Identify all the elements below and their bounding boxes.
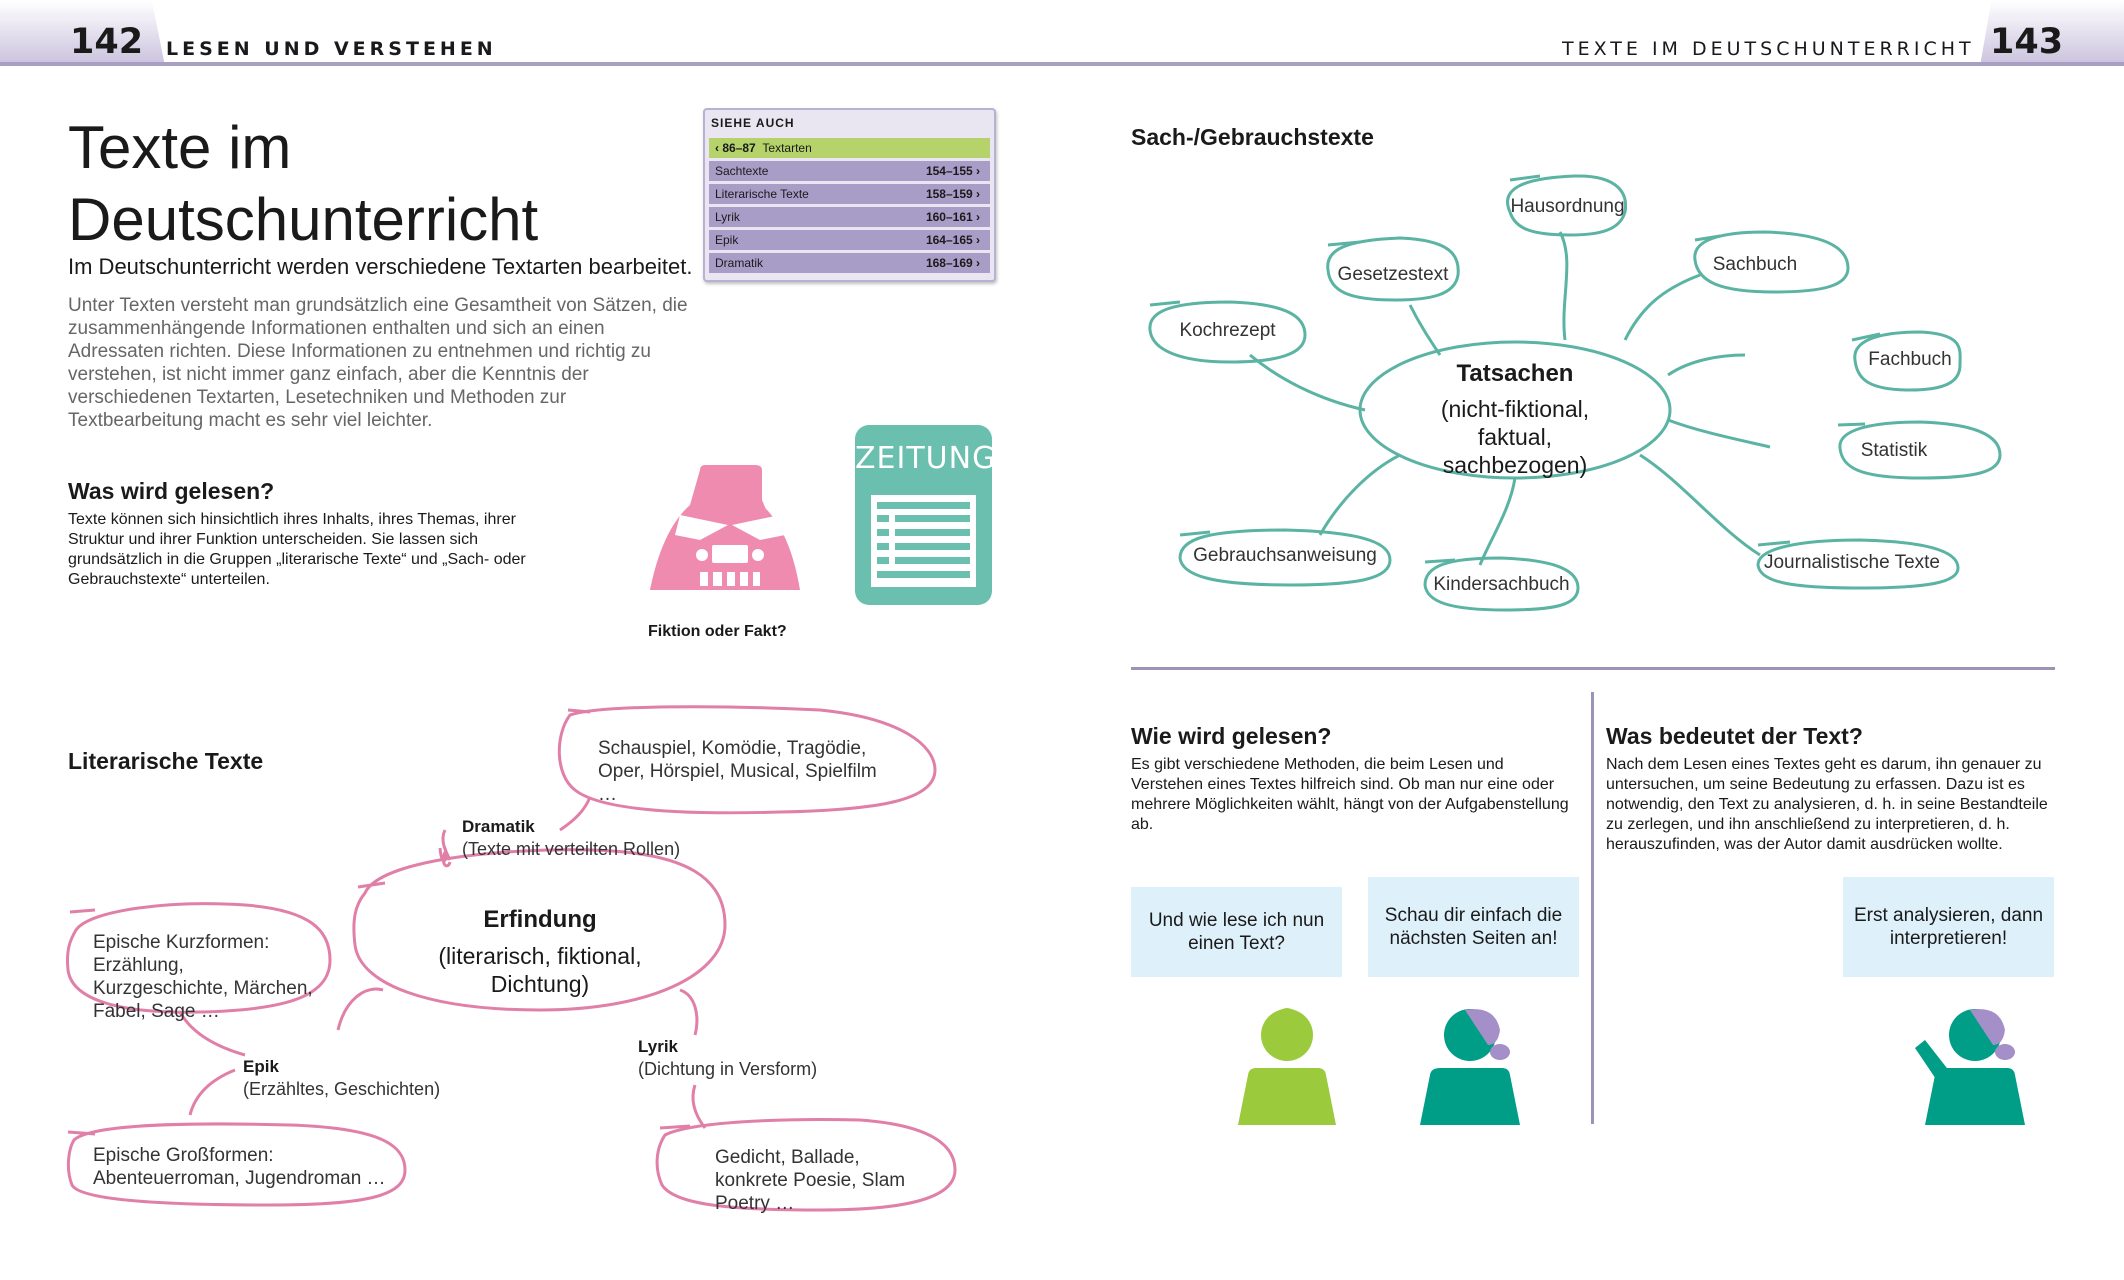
sachtexte-node-hausordnung: Hausordnung [1510,196,1625,217]
see-also-row-dramatik[interactable] [709,253,990,273]
column-divider [1591,692,1594,1124]
erfindung-title: Erfindung [483,906,597,933]
see-also-label: Dramatik [715,256,764,270]
was-bedeutet-text: Nach dem Lesen eines Textes geht es darum, ihn genauer zu untersuchen, um seine Bedeutung zu erfassen. Dazu ist es notwendig, den Text zu analysieren, d. h. in seine Bestandteile zu zerlegen, und ihn anschließend zu interpretieren, d. h. herauszufinden, was der Autor damit ausdrücken wollte. [1606,756,2048,853]
title-line-2: Deutschunterricht [68,186,539,253]
lyrik-examples: Gedicht, Ballade, konkrete Poesie, Slam Poetry … [715,1147,906,1214]
sachtexte-heading: Sach-/Gebrauchstexte [1131,124,1374,150]
see-also-heading: SIEHE AUCH [711,116,795,130]
literarische-heading: Literarische Texte [68,748,264,774]
lyrik-sub: (Dichtung in Versform) [638,1059,818,1079]
tatsachen-title: Tatsachen [1456,360,1574,387]
see-also-label: Literarische Texte [715,187,809,201]
speech-bubble-question: Und wie lese ich nun einen Text? [1131,887,1342,977]
right-running-head: TEXTE IM DEUTSCHUNTERRICHT [1562,38,1975,60]
see-also-label: Epik [715,233,739,247]
left-running-head: LESEN UND VERSTEHEN [166,38,497,60]
see-also-row-lyrik[interactable] [709,207,990,227]
wie-wird-gelesen-text: Es gibt verschiedene Methoden, die beim Lesen und Verstehen eines Textes hilfreich sind. Ob man nur eine oder mehrere Möglichkeiten wählt, hängt von der Aufgabenstellung ab. [1131,756,1569,833]
see-also-pages: 160–161 › [925,210,980,224]
sachtexte-node-journalistische-texte: Journalistische Texte [1763,552,1941,573]
lead-sentence: Im Deutschunterricht werden verschiedene Textarten bearbeitet. [68,254,693,279]
sachtexte-node-kindersachbuch: Kindersachbuch [1433,574,1570,595]
epik-gross: Epische Großformen: Abenteuerroman, Jugendroman … [93,1145,386,1189]
see-also-box [703,108,996,282]
see-also-prefix: ‹ [715,141,719,155]
sachtexte-node-sachbuch: Sachbuch [1712,254,1798,275]
sachtexte-node-statistik: Statistik [1860,440,1928,461]
see-also-row-sachtexte[interactable] [709,161,990,181]
speech-bubble-answer: Schau dir einfach die nächsten Seiten an! [1368,877,1579,977]
see-also-pages: 168–169 › [925,256,980,270]
was-bedeutet-heading: Was bedeutet der Text? [1606,723,1863,749]
dramatik-label: Dramatik [462,817,535,836]
epik-sub: (Erzähltes, Geschichten) [243,1079,441,1099]
page-title [68,112,538,256]
speech-bubble-advice: Erst analysieren, dann interpretieren! [1843,877,2054,977]
intro-paragraph: Unter Texten versteht man grundsätzlich eine Gesamtheit von Sätzen, die zusammenhängende Informationen enthalten und sich an einen Adressaten richten. Diese Informationen zu entnehmen und richtig zu verstehen, ist nicht immer ganz einfach, aber die Kenntnis der verschiedenen Textarten, Lesetechniken und Methoden zur Textbearbeitung macht es sehr viel leichter. [68,295,688,431]
see-also-pages: 158–159 › [925,187,980,201]
right-page-number: 143 [1990,22,2064,62]
was-wird-gelesen-heading: Was wird gelesen? [68,478,275,504]
tatsachen-sub: (nicht-fiktional, faktual, sachbezogen) [1440,396,1590,478]
see-also-label: Textarten [762,141,812,155]
see-also-pages: 164–165 › [925,233,980,247]
see-also-row-literarische[interactable] [709,184,990,204]
newspaper-icon [855,425,997,605]
icon-caption: Fiktion oder Fakt? [648,623,787,640]
see-also-pages: 86–87 [722,141,756,155]
title-line-1: Texte im [68,114,292,181]
see-also-pages: 154–155 › [925,164,980,178]
see-also-row-textarten[interactable] [709,138,990,158]
section-divider [1131,667,2055,670]
newspaper-label: ZEITUNG [855,441,997,476]
see-also-label: Lyrik [715,210,740,224]
erfindung-sub: (literarisch, fiktional, Dichtung) [438,943,642,997]
epik-label: Epik [243,1057,279,1076]
dramatik-sub: (Texte mit verteilten Rollen) [462,839,681,859]
see-also-row-epik[interactable] [709,230,990,250]
epik-kurz: Epische Kurzformen: Erzählung, Kurzgeschichte, Märchen, Fabel, Sage … [93,932,313,1022]
wie-wird-gelesen-heading: Wie wird gelesen? [1131,723,1332,749]
dramatik-examples: Schauspiel, Komödie, Tragödie, Oper, Hörspiel, Musical, Spielfilm … [598,738,877,805]
see-also-label: Sachtexte [715,164,769,178]
header-rule [0,62,2124,66]
sachtexte-node-fachbuch: Fachbuch [1868,349,1952,370]
sachtexte-node-gesetzestext: Gesetzestext [1337,264,1449,285]
sachtexte-node-kochrezept: Kochrezept [1179,320,1276,341]
was-wird-gelesen-text: Texte können sich hinsichtlich ihres Inhalts, ihres Themas, ihrer Struktur und ihrer Funktion unterscheiden. Sie lassen sich grundsätzlich in die Gruppen „literarische Texte“ und „Sach- oder Gebrauchstexte“ unterteilen. [68,511,526,588]
lyrik-label: Lyrik [638,1037,679,1056]
left-page-number: 142 [70,22,144,62]
sachtexte-node-gebrauchsanweisung: Gebrauchsanweisung [1193,545,1377,566]
